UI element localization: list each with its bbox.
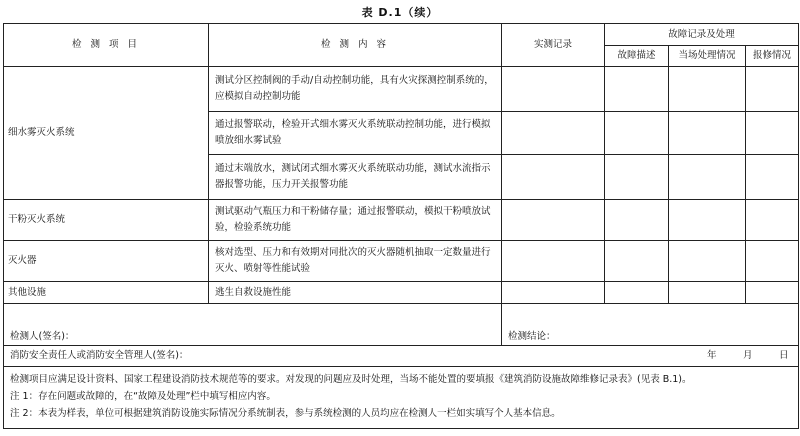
- header-item: 检 测 项 目: [4, 24, 209, 67]
- note-1: 注 1：存在问题或故障的，在“故障及处理”栏中填写相应内容。: [10, 391, 276, 402]
- content-cell: 通过报警联动，检验开式细水雾灭火系统联动控制功能，进行模拟喷放细水雾试验: [209, 112, 502, 155]
- content-cell: 通过末端放水，测试闭式细水雾灭火系统联动功能，测试水流指示器报警功能，压力开关报警功能: [209, 155, 502, 200]
- manager-year: 年: [707, 350, 717, 361]
- content-cell: 逃生自救设施性能: [209, 282, 502, 304]
- item-cell: 干粉灭火系统: [4, 200, 209, 241]
- onsite-cell[interactable]: [669, 67, 746, 112]
- repair-cell[interactable]: [746, 112, 799, 155]
- onsite-cell[interactable]: [669, 112, 746, 155]
- manager-cell: [4, 346, 799, 367]
- item-cell: 其他设施: [4, 282, 209, 304]
- repair-cell[interactable]: [746, 200, 799, 241]
- fault-desc-cell[interactable]: [605, 112, 669, 155]
- header-onsite: 当场处理情况: [669, 46, 746, 67]
- manager-month: 月: [743, 350, 753, 361]
- note-2: 注 2：本表为样表，单位可根据建筑消防设施实际情况分系统制表，参与系统检测的人员均应在检测人一栏如实填写个人基本信息。: [10, 408, 561, 419]
- fault-desc-cell[interactable]: [605, 241, 669, 282]
- inspection-table: [3, 23, 799, 429]
- header-repair: 报修情况: [746, 46, 799, 67]
- notes-row: [4, 367, 799, 429]
- inspector-cell: [4, 304, 502, 346]
- item-cell: 灭火器: [4, 241, 209, 282]
- fault-desc-cell[interactable]: [605, 200, 669, 241]
- repair-cell[interactable]: [746, 67, 799, 112]
- onsite-cell[interactable]: [669, 282, 746, 304]
- manager-row: [4, 346, 799, 367]
- record-cell[interactable]: [502, 155, 605, 200]
- conclusion-label: 检测结论：: [508, 330, 556, 342]
- table-title: 表 D.1（续）: [361, 6, 439, 19]
- table-row: [4, 200, 799, 241]
- header-fault-desc: 故障描述: [605, 46, 669, 67]
- fault-desc-cell[interactable]: [605, 67, 669, 112]
- onsite-cell[interactable]: [669, 155, 746, 200]
- inspector-label: 检测人(签名)：: [10, 330, 75, 342]
- item-cell: 细水雾灭火系统: [4, 67, 209, 200]
- manager-day: 日: [779, 350, 789, 361]
- table-row: [4, 67, 799, 112]
- record-cell[interactable]: [502, 112, 605, 155]
- table-row: [4, 241, 799, 282]
- signature-row: [4, 304, 799, 346]
- record-cell[interactable]: [502, 67, 605, 112]
- content-cell: 核对选型、压力和有效期对同批次的灭火器随机抽取一定数量进行灭火、喷射等性能试验: [209, 241, 502, 282]
- manager-label: 消防安全责任人或消防安全管理人(签名)：: [10, 350, 189, 361]
- record-cell[interactable]: [502, 200, 605, 241]
- record-cell[interactable]: [502, 282, 605, 304]
- record-cell[interactable]: [502, 241, 605, 282]
- repair-cell[interactable]: [746, 282, 799, 304]
- note-main: 检测项目应满足设计资料、国家工程建设消防技术规范等的要求。对发现的问题应及时处理，当场不能处置的要填报《建筑消防设施故障维修记录表》(见表 B.1)。: [10, 374, 692, 385]
- onsite-cell[interactable]: [669, 241, 746, 282]
- table-row: [4, 282, 799, 304]
- content-cell: 测试分区控制阀的手动/自动控制功能，具有火灾探测控制系统的，应模拟自动控制功能: [209, 67, 502, 112]
- conclusion-cell: [502, 304, 799, 346]
- header-fault-group: 故障记录及处理: [605, 24, 799, 46]
- notes-cell: [4, 367, 799, 429]
- repair-cell[interactable]: [746, 155, 799, 200]
- content-cell: 测试驱动气瓶压力和干粉储存量；通过报警联动，模拟干粉喷放试验，检验系统功能: [209, 200, 502, 241]
- header-record: 实测记录: [502, 24, 605, 67]
- fault-desc-cell[interactable]: [605, 155, 669, 200]
- fault-desc-cell[interactable]: [605, 282, 669, 304]
- onsite-cell[interactable]: [669, 200, 746, 241]
- repair-cell[interactable]: [746, 241, 799, 282]
- header-content: 检 测 内 容: [209, 24, 502, 67]
